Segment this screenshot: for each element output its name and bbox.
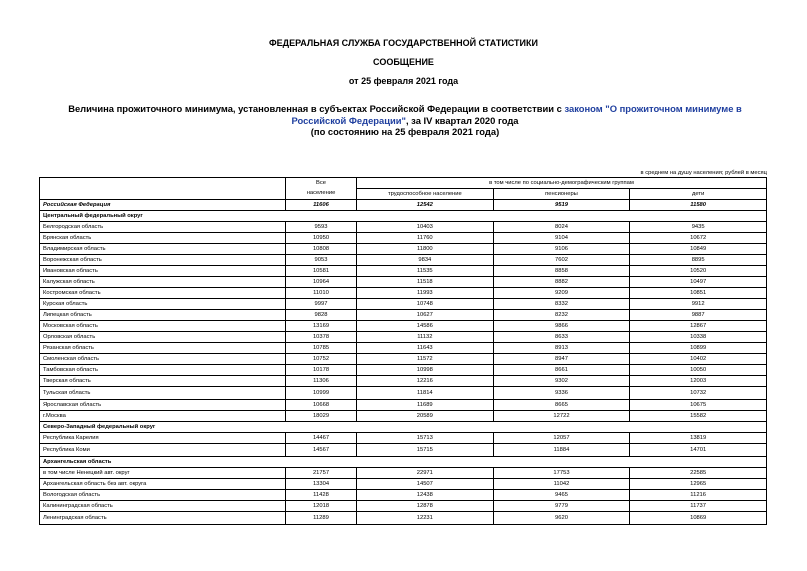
row-all: 10668 [286,400,357,411]
row-pensioners: 12722 [493,411,630,422]
row-children: 10672 [630,233,767,244]
row-all: 11428 [286,490,357,501]
row-name: Брянская область [40,233,286,244]
row-all: 14567 [286,444,357,457]
row-all: 12018 [286,501,357,512]
row-children: 9435 [630,222,767,233]
region-label: Архангельская область [40,457,767,468]
row-all: 10785 [286,343,357,354]
row-children: 10899 [630,343,767,354]
row-all: 9053 [286,255,357,266]
table-row [40,310,767,321]
row-name: в том числе Ненецкий авт. округ [40,468,286,479]
doc-date: от 25 февраля 2021 года [348,76,459,86]
row-name: Владимирская область [40,244,286,255]
table-row [40,387,767,400]
table-row [40,468,767,479]
row-name: Московская область [40,321,286,332]
row-name: Архангельская область без авт. округа [40,479,286,490]
table-row [40,277,767,288]
row-children: 12867 [630,321,767,332]
section-row-central [40,211,767,222]
row-pensioners: 11042 [493,479,630,490]
table-row [40,244,767,255]
row-working: 12231 [357,512,494,525]
row-name: Воронежская область [40,255,286,266]
row-name: Республика Карелия [40,433,286,444]
title-part2: , за IV квартал 2020 года [405,114,519,126]
row-working: 11814 [357,387,494,400]
row-working: 14586 [357,321,494,332]
col-all-top: Все [286,178,357,189]
row-working: 12438 [357,490,494,501]
row-pensioners: 9465 [493,490,630,501]
law-link[interactable]: законом "О прожиточном минимуме в Российской Федерации" [291,103,742,126]
table-row [40,400,767,411]
row-pensioners: 8024 [493,222,630,233]
row-all: 11306 [286,376,357,387]
row-working: 10403 [357,222,494,233]
row-pensioners: 9209 [493,288,630,299]
row-working: 9834 [357,255,494,266]
col-group-header: в том числе по социально-демографическим группам [357,178,767,189]
row-children: 9887 [630,310,767,321]
row-all: 14467 [286,433,357,444]
row-all: 10808 [286,244,357,255]
row-name: г.Москва [40,411,286,422]
row-working: 10748 [357,299,494,310]
row-all: 10964 [286,277,357,288]
row-children: 10497 [630,277,767,288]
row-all: 9997 [286,299,357,310]
row-name: Ярославская область [40,400,286,411]
row-children: 10520 [630,266,767,277]
row-all: 11606 [286,200,357,211]
row-pensioners: 9106 [493,244,630,255]
row-working: 11689 [357,400,494,411]
section-label: Центральный федеральный округ [40,211,767,222]
row-working: 15713 [357,433,494,444]
row-all: 9828 [286,310,357,321]
row-name: Ивановская область [40,266,286,277]
row-name: Вологодская область [40,490,286,501]
table-row [40,343,767,354]
document-title [50,103,760,138]
row-pensioners: 8232 [493,310,630,321]
row-all: 21757 [286,468,357,479]
row-pensioners: 8633 [493,332,630,343]
table-row [40,490,767,501]
row-children: 15582 [630,411,767,422]
row-all: 10581 [286,266,357,277]
row-name: Белгородская область [40,222,286,233]
row-pensioners: 11884 [493,444,630,457]
table-row [40,266,767,277]
row-children: 14701 [630,444,767,457]
row-working: 20589 [357,411,494,422]
table-row [40,255,767,266]
col-working: трудоспособное население [357,189,494,200]
row-children: 10732 [630,387,767,400]
row-pensioners: 7602 [493,255,630,266]
row-pensioners: 12057 [493,433,630,444]
row-pensioners: 8665 [493,400,630,411]
row-pensioners: 8661 [493,365,630,376]
table-row [40,233,767,244]
row-children: 12965 [630,479,767,490]
row-all: 10999 [286,387,357,400]
table-row [40,321,767,332]
table-row [40,222,767,233]
col-all-bottom: население [286,189,357,200]
row-name: Липецкая область [40,310,286,321]
row-all: 10950 [286,233,357,244]
table-row [40,299,767,310]
row-name: Калининградская область [40,501,286,512]
row-all: 9593 [286,222,357,233]
title-part1: Величина прожиточного минимума, установленная в субъектах Российской Федерации в соответствии с [68,103,565,114]
table-row [40,332,767,343]
row-children: 22585 [630,468,767,479]
row-name: Республика Коми [40,444,286,457]
row-children: 10338 [630,332,767,343]
row-children: 10869 [630,512,767,525]
row-pensioners: 8913 [493,343,630,354]
row-name: Калужская область [40,277,286,288]
row-working: 11518 [357,277,494,288]
row-children: 10675 [630,400,767,411]
row-pensioners: 17753 [493,468,630,479]
row-working: 11572 [357,354,494,365]
row-working: 10998 [357,365,494,376]
col-children: дети [630,189,767,200]
row-working: 11643 [357,343,494,354]
table-row [40,365,767,376]
row-working: 11993 [357,288,494,299]
units-note: в среднем на душу населения; рублей в месяц [640,170,767,176]
row-children: 11216 [630,490,767,501]
row-all: 11289 [286,512,357,525]
row-working: 15715 [357,444,494,457]
arkhangelsk-row [40,457,767,468]
row-working: 12216 [357,376,494,387]
row-working: 10627 [357,310,494,321]
row-children: 10050 [630,365,767,376]
row-name: Орловская область [40,332,286,343]
row-name: Костромская область [40,288,286,299]
row-all: 13169 [286,321,357,332]
row-working: 12542 [357,200,494,211]
row-working: 12878 [357,501,494,512]
row-name: Курская область [40,299,286,310]
row-children: 9912 [630,299,767,310]
row-pensioners: 8947 [493,354,630,365]
row-pensioners: 9779 [493,501,630,512]
russia-row [40,200,767,211]
row-all: 13304 [286,479,357,490]
row-children: 10851 [630,288,767,299]
row-all: 11010 [286,288,357,299]
table-row [40,411,767,422]
table-row [40,512,767,525]
table-row [40,444,767,457]
row-name: Тверская область [40,376,286,387]
row-name: Тульская область [40,387,286,400]
row-pensioners: 9104 [493,233,630,244]
row-pensioners: 8332 [493,299,630,310]
row-pensioners: 9336 [493,387,630,400]
doc-type: СООБЩЕНИЕ [373,57,434,67]
agency-title: ФЕДЕРАЛЬНАЯ СЛУЖБА ГОСУДАРСТВЕННОЙ СТАТИСТИКИ [269,38,538,48]
row-all: 10178 [286,365,357,376]
row-name: Рязанская область [40,343,286,354]
row-children: 11737 [630,501,767,512]
row-all: 10752 [286,354,357,365]
row-working: 22971 [357,468,494,479]
table-row [40,288,767,299]
row-children: 8895 [630,255,767,266]
row-pensioners: 8858 [493,266,630,277]
row-working: 11800 [357,244,494,255]
header-empty-cell [40,178,286,200]
row-pensioners: 9620 [493,512,630,525]
table-row [40,354,767,365]
table-row [40,501,767,512]
row-working: 11760 [357,233,494,244]
title-line3: (по состоянию на 25 февраля 2021 года) [310,126,500,137]
row-name: Ленинградская область [40,512,286,525]
row-working: 14507 [357,479,494,490]
section-label: Северо-Западный федеральный округ [40,422,767,433]
row-all: 10378 [286,332,357,343]
col-pensioners: пенсионеры [493,189,630,200]
row-working: 11132 [357,332,494,343]
row-children: 12003 [630,376,767,387]
row-children: 13819 [630,433,767,444]
table-row [40,479,767,490]
row-all: 18029 [286,411,357,422]
row-name: Российская Федерация [40,200,286,211]
table-row [40,376,767,387]
row-children: 11580 [630,200,767,211]
row-pensioners: 9519 [493,200,630,211]
row-children: 10402 [630,354,767,365]
subsistence-table [39,177,767,525]
row-name: Тамбовская область [40,365,286,376]
table-row [40,433,767,444]
row-children: 10849 [630,244,767,255]
section-row-northwest [40,422,767,433]
row-pensioners: 9302 [493,376,630,387]
row-name: Смоленская область [40,354,286,365]
row-working: 11535 [357,266,494,277]
row-pensioners: 8882 [493,277,630,288]
row-pensioners: 9866 [493,321,630,332]
